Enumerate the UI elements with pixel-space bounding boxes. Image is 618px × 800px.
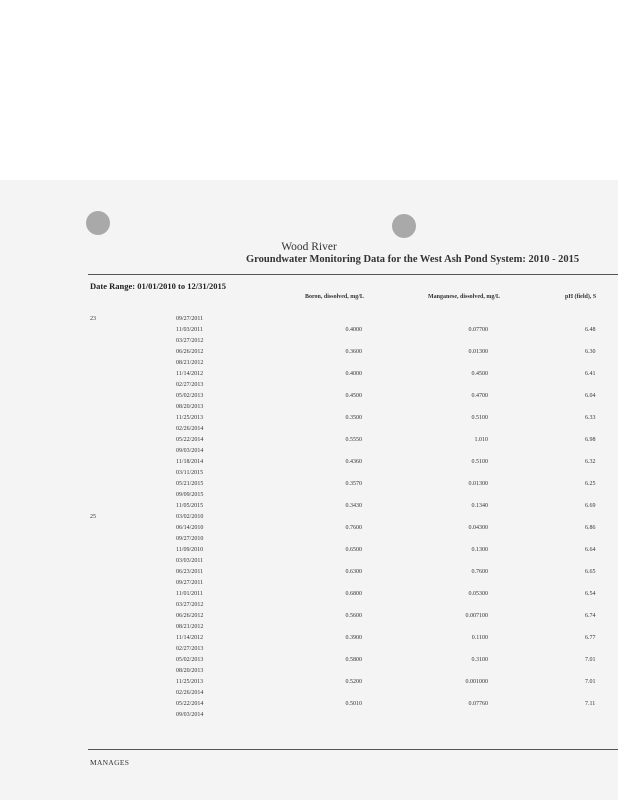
table-row bbox=[0, 371, 618, 382]
document-title: Wood River bbox=[281, 241, 337, 253]
ph-value-cell: 6.74 bbox=[585, 613, 596, 619]
column-header-ph: pH (field), S bbox=[565, 294, 597, 300]
table-row bbox=[0, 360, 618, 371]
ph-value-cell: 6.41 bbox=[585, 371, 596, 377]
table-row bbox=[0, 415, 618, 426]
sample-date-cell: 11/09/2010 bbox=[176, 547, 204, 553]
well-id-cell: 23 bbox=[90, 316, 96, 322]
manganese-value-cell: 0.07760 bbox=[468, 701, 488, 707]
manganese-value-cell: 0.4700 bbox=[471, 393, 488, 399]
sample-date-cell: 05/22/2014 bbox=[176, 437, 204, 443]
well-id-cell: 25 bbox=[90, 514, 96, 520]
sample-date-cell: 09/27/2010 bbox=[176, 536, 204, 542]
sample-date-cell: 11/03/2011 bbox=[176, 327, 203, 333]
table-row bbox=[0, 668, 618, 679]
ph-value-cell: 6.33 bbox=[585, 415, 596, 421]
table-row bbox=[0, 547, 618, 558]
ph-value-cell: 6.25 bbox=[585, 481, 596, 487]
table-row bbox=[0, 382, 618, 393]
boron-value-cell: 0.4000 bbox=[345, 371, 362, 377]
table-row bbox=[0, 712, 618, 723]
ph-value-cell: 6.77 bbox=[585, 635, 596, 641]
ph-value-cell: 7.11 bbox=[585, 701, 596, 707]
table-row bbox=[0, 525, 618, 536]
table-row bbox=[0, 470, 618, 481]
table-row bbox=[0, 503, 618, 514]
manganese-value-cell: 0.4500 bbox=[471, 371, 488, 377]
manganese-value-cell: 0.007100 bbox=[465, 613, 488, 619]
table-row bbox=[0, 591, 618, 602]
sample-date-cell: 06/14/2010 bbox=[176, 525, 204, 531]
ph-value-cell: 7.01 bbox=[585, 657, 596, 663]
sample-date-cell: 11/01/2011 bbox=[176, 591, 203, 597]
table-row bbox=[0, 635, 618, 646]
table-row bbox=[0, 448, 618, 459]
manganese-value-cell: 0.01300 bbox=[468, 349, 488, 355]
ph-value-cell: 6.48 bbox=[585, 327, 596, 333]
boron-value-cell: 0.3600 bbox=[345, 349, 362, 355]
boron-value-cell: 0.6800 bbox=[345, 591, 362, 597]
table-row bbox=[0, 316, 618, 327]
data-table bbox=[0, 316, 618, 723]
sample-date-cell: 11/05/2015 bbox=[176, 503, 204, 509]
table-row bbox=[0, 437, 618, 448]
table-row bbox=[0, 613, 618, 624]
table-row bbox=[0, 393, 618, 404]
boron-value-cell: 0.5200 bbox=[345, 679, 362, 685]
sample-date-cell: 06/26/2012 bbox=[176, 349, 204, 355]
table-row bbox=[0, 624, 618, 635]
table-row bbox=[0, 569, 618, 580]
boron-value-cell: 0.4000 bbox=[345, 327, 362, 333]
sample-date-cell: 08/20/2013 bbox=[176, 668, 204, 674]
sample-date-cell: 05/02/2013 bbox=[176, 657, 204, 663]
sample-date-cell: 09/27/2011 bbox=[176, 316, 204, 322]
sample-date-cell: 11/18/2014 bbox=[176, 459, 204, 465]
boron-value-cell: 0.7600 bbox=[345, 525, 362, 531]
sample-date-cell: 05/02/2013 bbox=[176, 393, 204, 399]
sample-date-cell: 09/09/2015 bbox=[176, 492, 204, 498]
boron-value-cell: 0.4360 bbox=[345, 459, 362, 465]
sample-date-cell: 03/03/2011 bbox=[176, 558, 204, 564]
table-row bbox=[0, 580, 618, 591]
sample-date-cell: 09/03/2014 bbox=[176, 448, 204, 454]
table-row bbox=[0, 338, 618, 349]
sample-date-cell: 09/03/2014 bbox=[176, 712, 204, 718]
sample-date-cell: 05/22/2014 bbox=[176, 701, 204, 707]
sample-date-cell: 02/26/2014 bbox=[176, 690, 204, 696]
sample-date-cell: 06/23/2011 bbox=[176, 569, 204, 575]
sample-date-cell: 05/21/2015 bbox=[176, 481, 204, 487]
sample-date-cell: 06/26/2012 bbox=[176, 613, 204, 619]
manganese-value-cell: 0.04300 bbox=[468, 525, 488, 531]
table-row bbox=[0, 558, 618, 569]
ph-value-cell: 7.01 bbox=[585, 679, 596, 685]
manganese-value-cell: 0.3100 bbox=[471, 657, 488, 663]
manganese-value-cell: 0.5100 bbox=[471, 459, 488, 465]
boron-value-cell: 0.5010 bbox=[345, 701, 362, 707]
footer-rule bbox=[88, 749, 618, 750]
ph-value-cell: 6.86 bbox=[585, 525, 596, 531]
ph-value-cell: 6.69 bbox=[585, 503, 596, 509]
footer-text: MANAGES bbox=[90, 758, 130, 767]
punch-hole-left bbox=[86, 211, 110, 235]
sample-date-cell: 09/27/2011 bbox=[176, 580, 204, 586]
ph-value-cell: 6.64 bbox=[585, 547, 596, 553]
boron-value-cell: 0.5800 bbox=[345, 657, 362, 663]
table-row bbox=[0, 701, 618, 712]
column-header-boron: Boron, dissolved, mg/L bbox=[305, 294, 364, 300]
column-header-manganese: Manganese, dissolved, mg/L bbox=[428, 294, 501, 300]
boron-value-cell: 0.4500 bbox=[345, 393, 362, 399]
manganese-value-cell: 0.5100 bbox=[471, 415, 488, 421]
sample-date-cell: 08/20/2013 bbox=[176, 404, 204, 410]
manganese-value-cell: 0.01300 bbox=[468, 481, 488, 487]
table-row bbox=[0, 536, 618, 547]
manganese-value-cell: 0.1340 bbox=[471, 503, 488, 509]
table-row bbox=[0, 327, 618, 338]
manganese-value-cell: 1.010 bbox=[474, 437, 488, 443]
date-range: Date Range: 01/01/2010 to 12/31/2015 bbox=[90, 281, 226, 291]
table-row bbox=[0, 426, 618, 437]
table-row bbox=[0, 657, 618, 668]
ph-value-cell: 6.32 bbox=[585, 459, 596, 465]
sample-date-cell: 02/27/2013 bbox=[176, 646, 204, 652]
sample-date-cell: 02/27/2013 bbox=[176, 382, 204, 388]
manganese-value-cell: 0.1100 bbox=[471, 635, 488, 641]
boron-value-cell: 0.3500 bbox=[345, 415, 362, 421]
header-rule bbox=[88, 274, 618, 275]
sample-date-cell: 03/02/2010 bbox=[176, 514, 204, 520]
manganese-value-cell: 0.07700 bbox=[468, 327, 488, 333]
boron-value-cell: 0.3430 bbox=[345, 503, 362, 509]
ph-value-cell: 6.54 bbox=[585, 591, 596, 597]
punch-hole-right bbox=[392, 214, 416, 238]
blank-margin bbox=[0, 0, 618, 180]
sample-date-cell: 11/14/2012 bbox=[176, 635, 204, 641]
document-subtitle: Groundwater Monitoring Data for the West Ash Pond System: 2010 - 2015 bbox=[246, 254, 580, 265]
table-row bbox=[0, 679, 618, 690]
table-row bbox=[0, 404, 618, 415]
table-row bbox=[0, 646, 618, 657]
manganese-value-cell: 0.05300 bbox=[468, 591, 488, 597]
ph-value-cell: 6.98 bbox=[585, 437, 596, 443]
ph-value-cell: 6.65 bbox=[585, 569, 596, 575]
boron-value-cell: 0.6300 bbox=[345, 569, 362, 575]
sample-date-cell: 08/21/2012 bbox=[176, 624, 204, 630]
ph-value-cell: 6.04 bbox=[585, 393, 596, 399]
table-row bbox=[0, 690, 618, 701]
table-row bbox=[0, 602, 618, 613]
sample-date-cell: 03/27/2012 bbox=[176, 338, 204, 344]
table-row bbox=[0, 492, 618, 503]
sample-date-cell: 02/26/2014 bbox=[176, 426, 204, 432]
sample-date-cell: 03/11/2015 bbox=[176, 470, 204, 476]
sample-date-cell: 11/14/2012 bbox=[176, 371, 204, 377]
ph-value-cell: 6.30 bbox=[585, 349, 596, 355]
sample-date-cell: 11/25/2013 bbox=[176, 679, 204, 685]
boron-value-cell: 0.6500 bbox=[345, 547, 362, 553]
table-row bbox=[0, 481, 618, 492]
manganese-value-cell: 0.7600 bbox=[471, 569, 488, 575]
boron-value-cell: 0.5550 bbox=[345, 437, 362, 443]
boron-value-cell: 0.5600 bbox=[345, 613, 362, 619]
sample-date-cell: 03/27/2012 bbox=[176, 602, 204, 608]
table-row bbox=[0, 349, 618, 360]
sample-date-cell: 08/21/2012 bbox=[176, 360, 204, 366]
boron-value-cell: 0.3570 bbox=[345, 481, 362, 487]
manganese-value-cell: 0.001000 bbox=[465, 679, 488, 685]
boron-value-cell: 0.3900 bbox=[345, 635, 362, 641]
table-row bbox=[0, 514, 618, 525]
manganese-value-cell: 0.1300 bbox=[471, 547, 488, 553]
table-row bbox=[0, 459, 618, 470]
sample-date-cell: 11/25/2013 bbox=[176, 415, 204, 421]
